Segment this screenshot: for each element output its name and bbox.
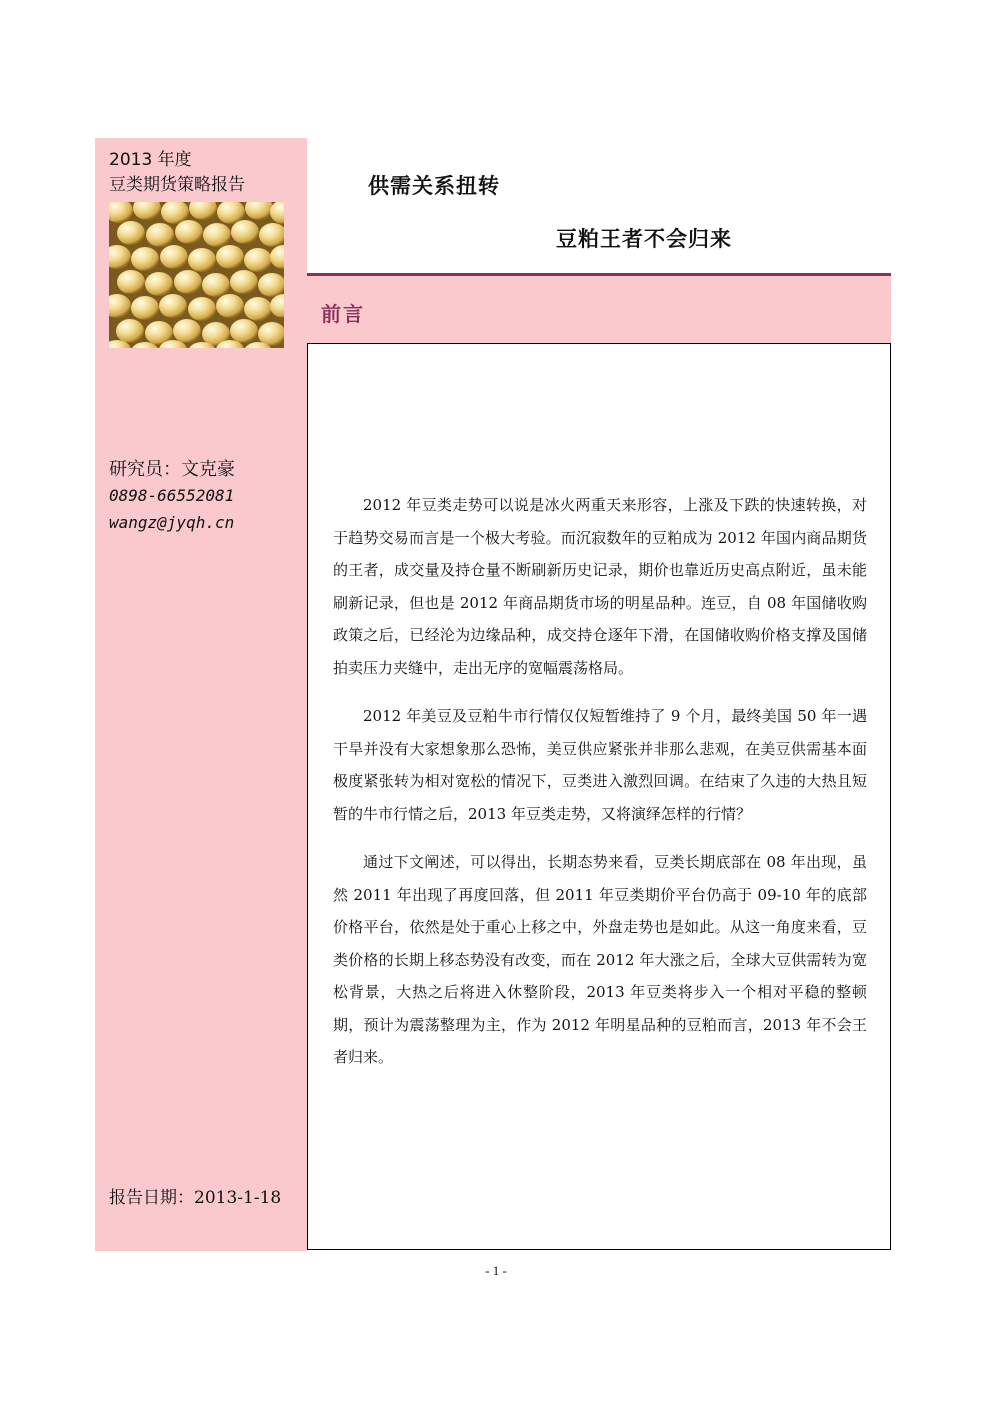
researcher-name: 研究员：文克豪 [109,459,235,480]
page-number: - 1 - [485,1263,507,1278]
content-box [307,343,891,1250]
section-header-band [307,276,891,343]
headline-secondary: 豆粕王者不会归来 [556,227,732,251]
researcher-phone: 0898-66552081 [109,486,235,505]
headline-primary: 供需关系扭转 [368,174,500,198]
body-text [333,489,867,1090]
section-title: 前言 [321,302,365,326]
report-year: 2013 年度 [109,150,192,170]
report-title: 豆类期货策略报告 [109,175,245,195]
report-date: 报告日期：2013-1-18 [109,1188,282,1208]
researcher-email: wangz@jyqh.cn [109,513,235,532]
soybeans-photo [109,202,284,348]
sidebar [95,138,307,1251]
paragraph: 通过下文阐述，可以得出，长期态势来看，豆类长期底部在 08 年出现，虽然 2011 年出现了再度回落，但 2011 年豆类期价平台仍高于 09-10 年的底部价格平台，依然是处于重心上移之中，外盘走势也是如此。从这一角度来看，豆类价格的长期上移态势没有改变，而在 2012 年大涨之后，全球大豆供需转为宽松背景，大热之后将进入休整阶段，2013 年豆类将步入一个相对平稳的整顿期，预计为震荡整理为主，作为 2012 年明星品种的豆粕而言，2013 年不会王者归来。 [333,853,867,1066]
paragraph: 2012 年豆类走势可以说是冰火两重天来形容，上涨及下跌的快速转换，对于趋势交易而言是一个极大考验。而沉寂数年的豆粕成为 2012 年国内商品期货的王者，成交量及持仓量不断刷新历史记录，期价也靠近历史高点附近，虽未能刷新记录，但也是 2012 年商品期货市场的明星品种。连豆，自 08 年国储收购政策之后，已经沦为边缘品种，成交持仓逐年下滑，在国储收购价格支撑及国储拍卖压力夹缝中，走出无序的宽幅震荡格局。 [333,496,867,677]
paragraph: 2012 年美豆及豆粕牛市行情仅仅短暂维持了 9 个月，最终美国 50 年一遇干旱并没有大家想象那么恐怖，美豆供应紧张并非那么悲观，在美豆供需基本面极度紧张转为相对宽松的情况下，豆类进入激烈回调。在结束了久违的大热且短暂的牛市行情之后，2013 年豆类走势，又将演绎怎样的行情？ [333,707,867,823]
